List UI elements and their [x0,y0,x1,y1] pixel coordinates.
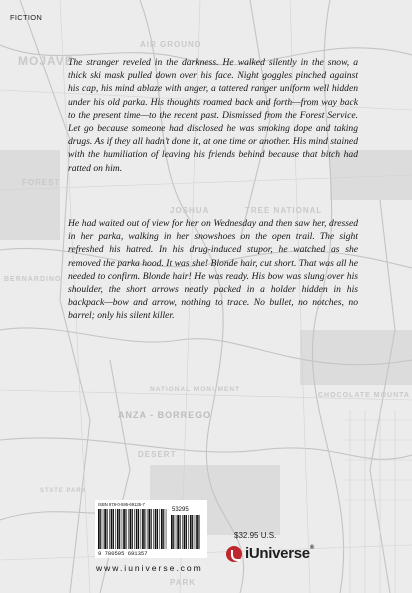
barcode-bar [122,509,123,549]
barcode-bar [117,509,119,549]
barcode-bar [166,509,167,549]
barcode-bar [186,515,187,549]
map-label-tree-national: TREE NATIONAL [245,206,323,215]
barcode-addon-bars [171,515,201,549]
barcode-bar [188,515,189,549]
map-label-state-park: STATE PARK [40,488,87,494]
barcode-bar [111,509,113,549]
barcode-bar [109,509,110,549]
barcode-bar [180,515,181,549]
barcode-bar [196,515,198,549]
barcode-bar [171,515,173,549]
publisher-name: iUniverse [245,545,310,562]
map-label-chocolate-mountain: CHOCOLATE MOUNTA [318,392,410,399]
blurb-paragraph-2: He had waited out of view for her on Wednesday and then saw her, dressed in her parka, walking in her snowshoes on the open trail. The sight refreshed his hatred. In his drug-induced stupor, he watched as she removed the parka hood. It was she! Blonde hair, cut short. That was all he needed to confirm. Blonde hair! He was ready. His bow was slung over his shoulder, the short arrows neatly packed in a holder hidden in his backpack—bow and arrow, nothing to trace. No bullet, no notches, no barrel; only his silent killer. [68,218,358,322]
barcode-bar [159,509,160,549]
blurb-paragraph-1: The stranger reveled in the darkness. He walked silently in the snow, a thick ski mask pulled down over his face. Night goggles pinched against his cap, his mind ablaze with anger, a tattered ranger uniform well hidden under his old parka. His thoughts roamed back and forth—from way back to the present time—to the recent past. Dismissed from the Forest Service. Let go because someone had disclosed he was smoking dope and taking drugs. As if they all hadn’t done it, at one time or another. His mind stained with the humiliation of leaving his friends behind because that bitch had ratted on him. [68,57,358,174]
barcode-bar [161,509,163,549]
publisher-logo [226,545,326,565]
barcode-bar [113,509,114,549]
barcode-bar [107,509,108,549]
publisher-url: www.iuniverse.com [96,563,203,573]
genre-label: FICTION [10,13,43,22]
barcode-bar [130,509,132,549]
barcode-bar [115,509,116,549]
barcode-bar [98,509,100,549]
barcode-bar [144,509,145,549]
barcode-bar [138,509,139,549]
barcode-price-code: 53295 [172,507,189,513]
barcode-bar [147,509,148,549]
map-label-air-ground: AIR GROUND [140,40,202,49]
barcode-bar [151,509,152,549]
barcode-bar [148,509,150,549]
barcode-digits: 9 780595 691357 [98,550,148,557]
isbn-number: ISBN 978-0-595-69135-7 [98,502,145,507]
map-label-national-monument: NATIONAL MONUMENT [150,386,241,393]
map-label-park: PARK [170,578,197,587]
iuniverse-logo-icon [226,546,242,562]
barcode-bar [142,509,144,549]
barcode-bar [132,509,133,549]
barcode-bar [103,509,104,549]
barcode-bar [141,509,142,549]
map-label-bernardino: BERNARDINO [4,276,62,283]
barcode-bar [155,509,157,549]
barcode-bar [182,515,183,549]
price-label: $32.95 U.S. [234,531,277,540]
barcode-bar [128,509,129,549]
barcode-bar [134,509,135,549]
barcode-bar [153,509,154,549]
barcode-bar [195,515,196,549]
isbn-barcode [95,500,207,558]
barcode-bar [163,509,164,549]
barcode-bar [136,509,138,549]
barcode-bar [177,515,179,549]
barcode-bar [192,515,193,549]
barcode-bar [119,509,120,549]
map-label-mojave: MOJAVE [18,54,74,68]
barcode-bar [125,509,126,549]
barcode-bar [104,509,106,549]
map-label-anza-borrego: ANZA - BORREGO [118,410,212,420]
barcode-bar [184,515,186,549]
map-label-joshua: JOSHUA [170,206,210,215]
barcode-bar [157,509,158,549]
barcode-bar [198,515,199,549]
barcode-bar [123,509,125,549]
map-label-desert: DESERT [138,450,177,459]
barcode-bar [176,515,177,549]
barcode-bar [100,509,101,549]
map-label-forest: FOREST [22,178,61,187]
barcode-bar [173,515,174,549]
barcode-bar [190,515,192,549]
barcode-bars [98,509,168,549]
trademark-symbol: ® [309,545,314,551]
